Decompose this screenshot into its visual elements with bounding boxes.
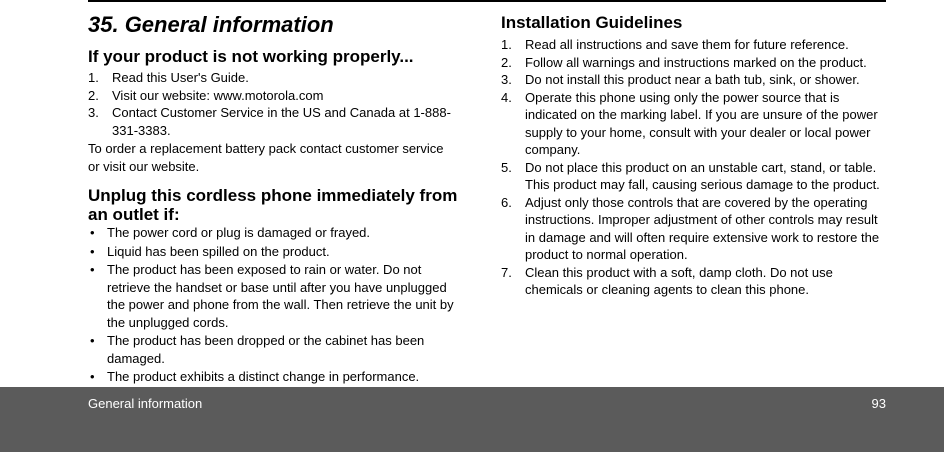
page-footer — [0, 387, 944, 452]
list-item — [501, 54, 887, 72]
order-replacement-text: To order a replacement battery pack contact customer service or visit our website. — [88, 141, 444, 174]
list-item — [501, 159, 887, 194]
bullet-icon: • — [90, 369, 95, 384]
item-number: 5. — [501, 159, 512, 175]
item-number: 6. — [501, 194, 512, 210]
item-text: Adjust only those controls that are covered by the operating instructions. Improper adjustment of other controls may result in damage and will often require extensive work to restore the product to normal operation. — [525, 194, 880, 262]
item-text: Follow all warnings and instructions marked on the product. — [525, 54, 867, 70]
item-text: Read this User's Guide. — [112, 70, 249, 85]
item-text: The product exhibits a distinct change in performance. — [107, 369, 420, 384]
item-text: Contact Customer Service in the US and Canada at 1-888-331-3383. — [112, 105, 451, 138]
not-working-list — [88, 69, 468, 139]
item-number: 1. — [501, 37, 512, 52]
item-number: 1. — [88, 70, 99, 85]
installation-heading: Installation Guidelines — [501, 13, 683, 32]
list-item — [501, 194, 887, 264]
item-number: 3. — [501, 72, 512, 87]
bullet-item — [88, 368, 468, 386]
unplug-list — [88, 224, 468, 387]
item-text: Do not install this product near a bath tub, sink, or shower. — [525, 72, 860, 87]
list-item — [88, 87, 468, 105]
list-item — [501, 264, 887, 299]
item-number: 7. — [501, 264, 512, 280]
item-number: 2. — [88, 87, 99, 103]
item-text: Clean this product with a soft, damp cloth. Do not use chemicals or cleaning agents to clean this phone. — [525, 264, 833, 297]
list-item — [501, 71, 887, 89]
item-number: 3. — [88, 105, 99, 120]
bullet-item — [88, 261, 468, 331]
bullet-icon: • — [90, 333, 95, 348]
not-working-heading: If your product is not working properly... — [88, 47, 414, 66]
bullet-item — [88, 224, 468, 242]
bullet-icon: • — [90, 243, 95, 259]
bullet-item — [88, 243, 468, 261]
bullet-icon: • — [90, 262, 95, 277]
item-text: Liquid has been spilled on the product. — [107, 243, 330, 259]
item-text: Operate this phone using only the power source that is indicated on the marking label. If you are unsure of the power supply to your home, consult with your dealer or local power company. — [525, 89, 878, 157]
list-item — [501, 36, 887, 54]
item-text: The product has been dropped or the cabinet has been damaged. — [107, 333, 425, 366]
item-text: Do not place this product on an unstable cart, stand, or table. This product may fall, causing serious damage to the product. — [525, 159, 880, 192]
bullet-icon: • — [90, 225, 95, 240]
footer-section-title: General information — [88, 396, 203, 411]
chapter-title: 35. General information — [88, 12, 334, 37]
installation-list — [501, 36, 887, 299]
item-text: The product has been exposed to rain or water. Do not retrieve the handset or base until after you have unplugged the power and phone from the wall. Then retrieve the unit by the unplugged cords. — [107, 262, 454, 330]
list-item — [88, 69, 468, 87]
page-number: 93 — [871, 396, 886, 411]
item-number: 2. — [501, 54, 512, 70]
unplug-heading: Unplug this cordless phone immediately from an outlet if: — [88, 186, 458, 224]
list-item — [88, 104, 468, 139]
item-number: 4. — [501, 89, 512, 105]
bullet-item — [88, 332, 468, 367]
list-item — [501, 89, 887, 159]
top-rule — [88, 0, 886, 2]
item-text: Visit our website: www.motorola.com — [112, 87, 324, 103]
item-text: The power cord or plug is damaged or frayed. — [107, 225, 371, 240]
item-text: Read all instructions and save them for future reference. — [525, 37, 849, 52]
